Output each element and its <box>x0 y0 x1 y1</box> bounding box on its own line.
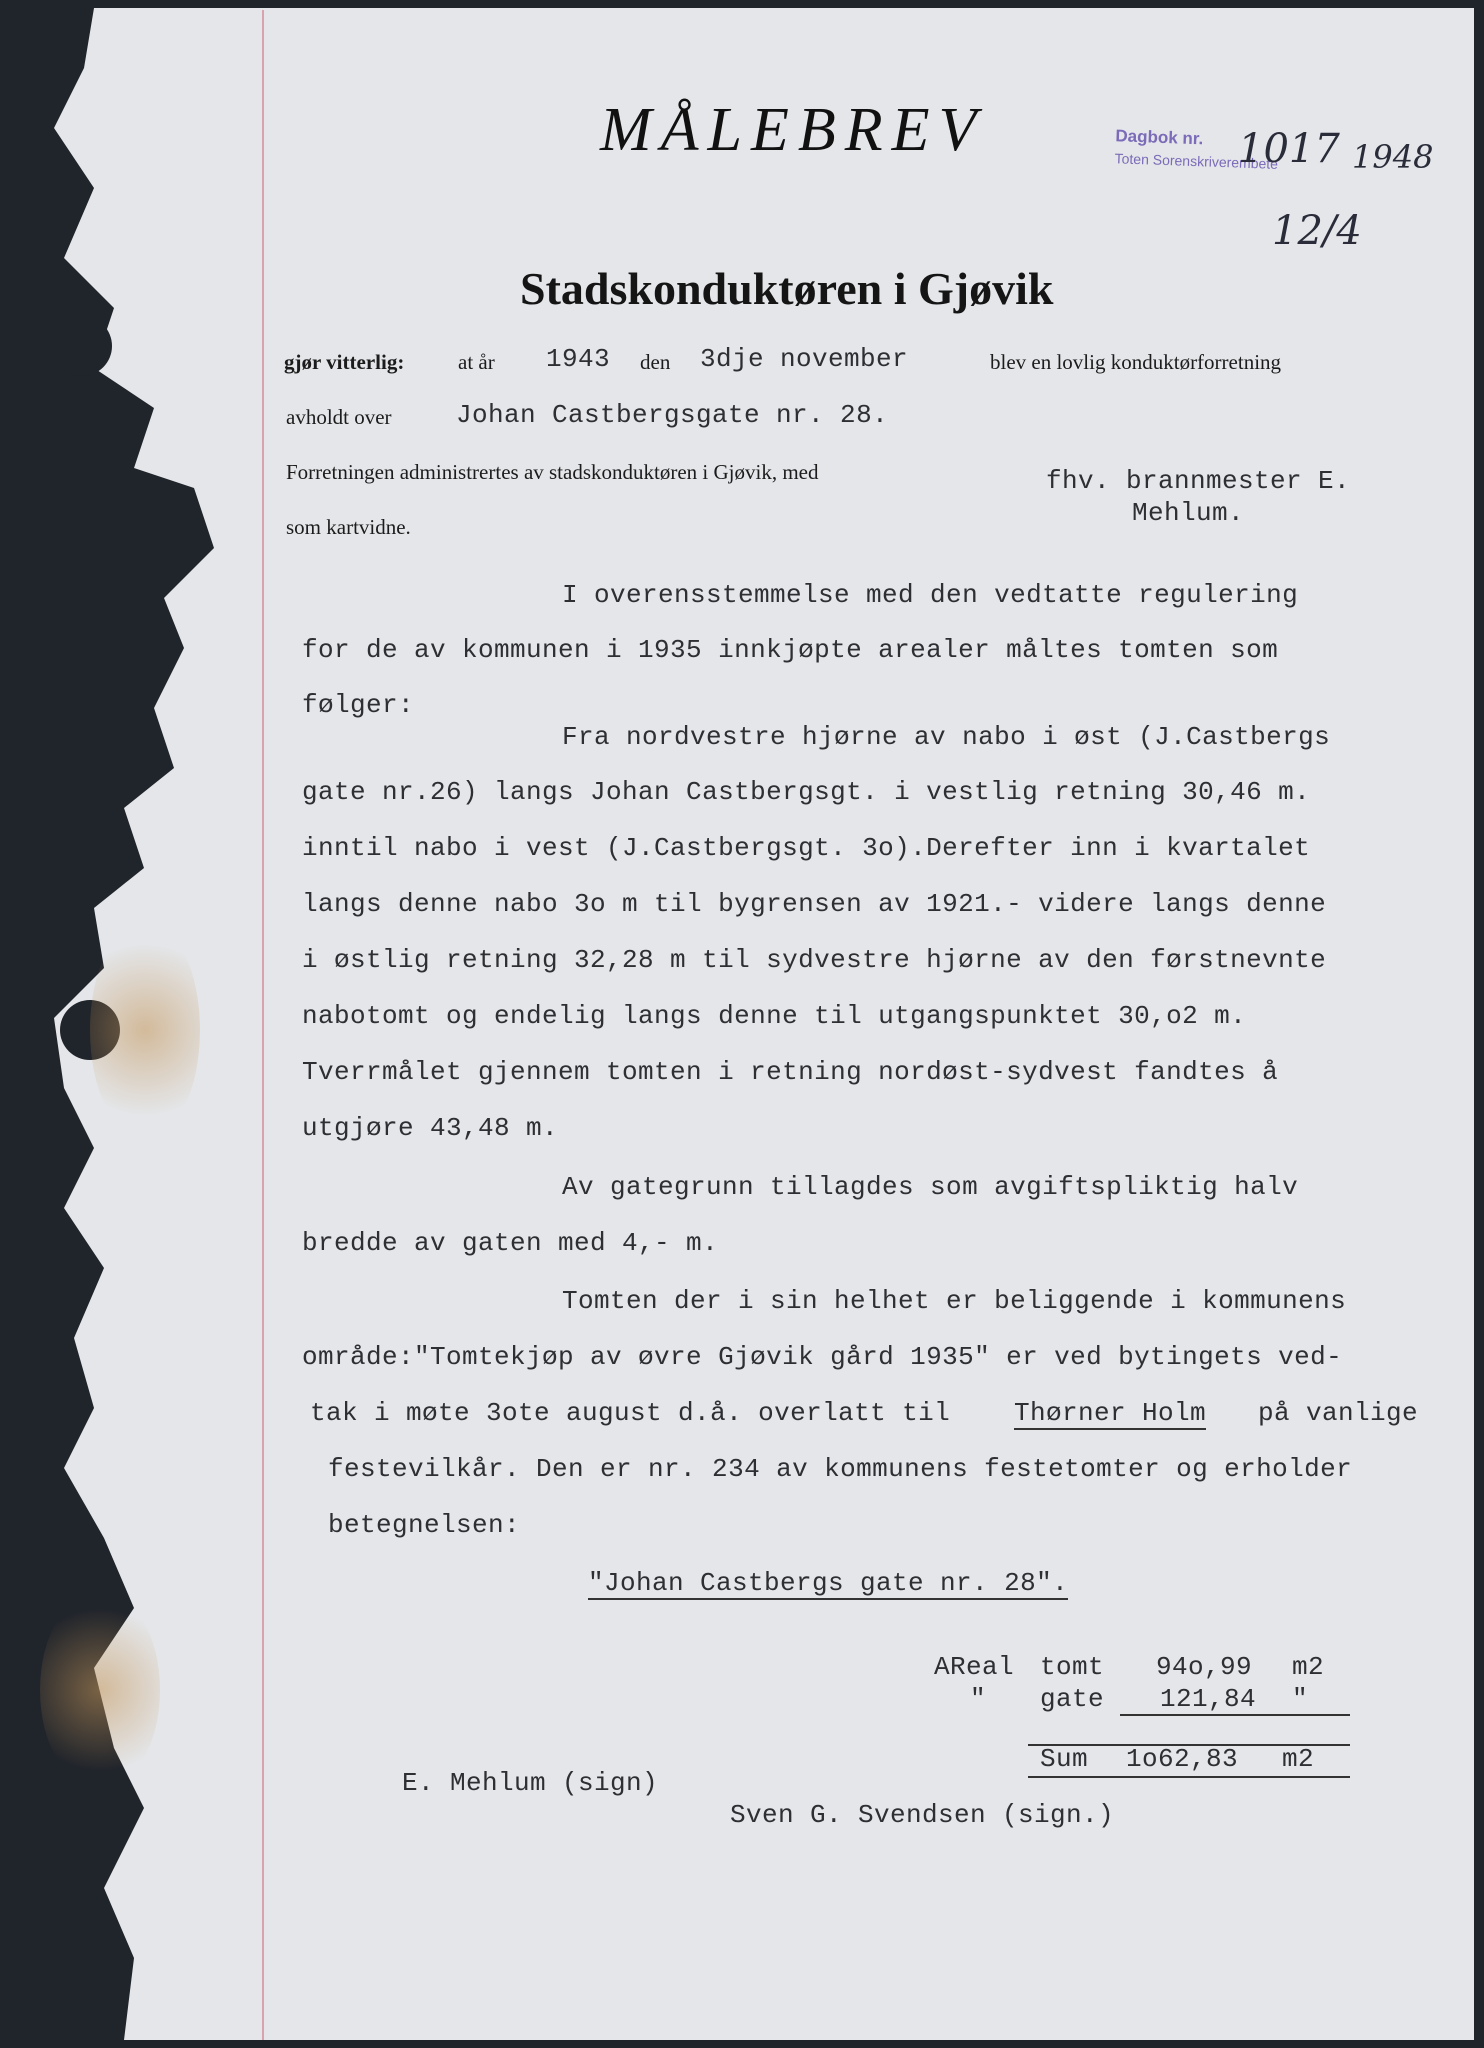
signature-left: E. Mehlum (sign) <box>402 1768 659 1798</box>
body-line: følger: <box>302 690 415 720</box>
body-line: festevilkår. Den er nr. 234 av kommunens festetomter og erholder <box>328 1454 1353 1484</box>
ditto-mark: " <box>970 1684 987 1714</box>
stamp-number: 1017 <box>1238 126 1340 172</box>
body-line: utgjøre 43,48 m. <box>302 1113 559 1143</box>
after-date-text: blev en lovlig konduktørforretning <box>990 350 1282 374</box>
punch-hole-top <box>52 316 112 376</box>
tomt-label: tomt <box>1040 1652 1105 1682</box>
stamp-label: Dagbok nr. <box>1115 126 1204 149</box>
after-name-text: på vanlige <box>1258 1398 1419 1428</box>
gate-label: gate <box>1040 1684 1105 1714</box>
plot-designation: "Johan Castbergs gate nr. 28". <box>588 1568 1069 1598</box>
subtotal-rule <box>1120 1714 1350 1716</box>
body-line: Av gategrunn tillagdes som avgiftspliktig halv <box>562 1172 1299 1202</box>
year-value: 1943 <box>546 344 611 374</box>
body-line: inntil nabo i vest (J.Castbergsgt. 3o).Derefter inn i kvartalet <box>302 833 1311 863</box>
den-label: den <box>640 350 671 374</box>
witness-line-1: fhv. brannmester E. <box>1046 466 1351 496</box>
sum-value: 1o62,83 <box>1126 1744 1239 1774</box>
stamp-office: Toten Sorenskriverembete <box>1114 150 1279 172</box>
assignee-name: Thørner Holm <box>1014 1398 1207 1428</box>
body-line: bredde av gaten med 4,- m. <box>302 1228 719 1258</box>
body-line: langs denne nabo 3o m til bygrensen av 1921.- videre langs denne <box>302 889 1327 919</box>
body-line: for de av kommunen i 1935 innkjøpte arealer måltes tomten som <box>302 635 1279 665</box>
sum-underline <box>1028 1776 1350 1778</box>
tomt-value: 94o,99 <box>1156 1652 1253 1682</box>
address-value: Johan Castbergsgate nr. 28. <box>456 400 889 430</box>
body-line: i østlig retning 32,28 m til sydvestre hjørne av den førstnevnte <box>302 945 1327 975</box>
witness-label: som kartvidne. <box>286 515 411 539</box>
body-line: nabotomt og endelig langs denne til utgangspunktet 30,o2 m. <box>302 1001 1247 1031</box>
ditto-mark: " <box>1292 1684 1309 1714</box>
body-line: område:"Tomtekjøp av øvre Gjøvik gård 1935" er ved bytingets ved- <box>302 1342 1343 1372</box>
paper-stain <box>40 1590 160 1790</box>
body-line: gate nr.26) langs Johan Castbergsgt. i vestlig retning 30,46 m. <box>302 777 1311 807</box>
preamble-label: gjør vitterlig: <box>284 350 405 374</box>
gate-value: 121,84 <box>1160 1684 1257 1714</box>
administered-text: Forretningen administrertes av stadskonduktøren i Gjøvik, med <box>286 460 819 484</box>
tomt-unit: m2 <box>1292 1652 1325 1682</box>
at-year-label: at år <box>458 350 495 374</box>
body-line: Tomten der i sin helhet er beliggende i kommunens <box>562 1286 1347 1316</box>
date-value: 3dje november <box>700 344 909 374</box>
body-line: tak i møte 3ote august d.å. overlatt til <box>310 1398 951 1428</box>
sum-label: Sum <box>1040 1744 1089 1774</box>
sum-unit: m2 <box>1282 1744 1315 1774</box>
signature-right: Sven G. Svendsen (sign.) <box>730 1800 1115 1830</box>
body-line: I overensstemmelse med den vedtatte regulering <box>562 580 1299 610</box>
stamp-date: 12/4 <box>1272 208 1362 254</box>
body-line: Tverrmålet gjennem tomten i retning nordøst-sydvest fandtes å <box>302 1057 1279 1087</box>
body-line: betegnelsen: <box>328 1510 521 1540</box>
paper-stain <box>90 920 200 1140</box>
area-label: AReal <box>934 1652 1015 1682</box>
stamp-year: 1948 <box>1352 138 1434 176</box>
document-title: MÅLEBREV <box>600 96 986 164</box>
margin-line <box>262 10 264 2040</box>
body-line: Fra nordvestre hjørne av nabo i øst (J.Castbergs <box>562 722 1331 752</box>
witness-line-2: Mehlum. <box>1132 498 1245 528</box>
avholdt-label: avholdt over <box>286 405 392 429</box>
issuer-heading: Stadskonduktøren i Gjøvik <box>520 263 1054 314</box>
